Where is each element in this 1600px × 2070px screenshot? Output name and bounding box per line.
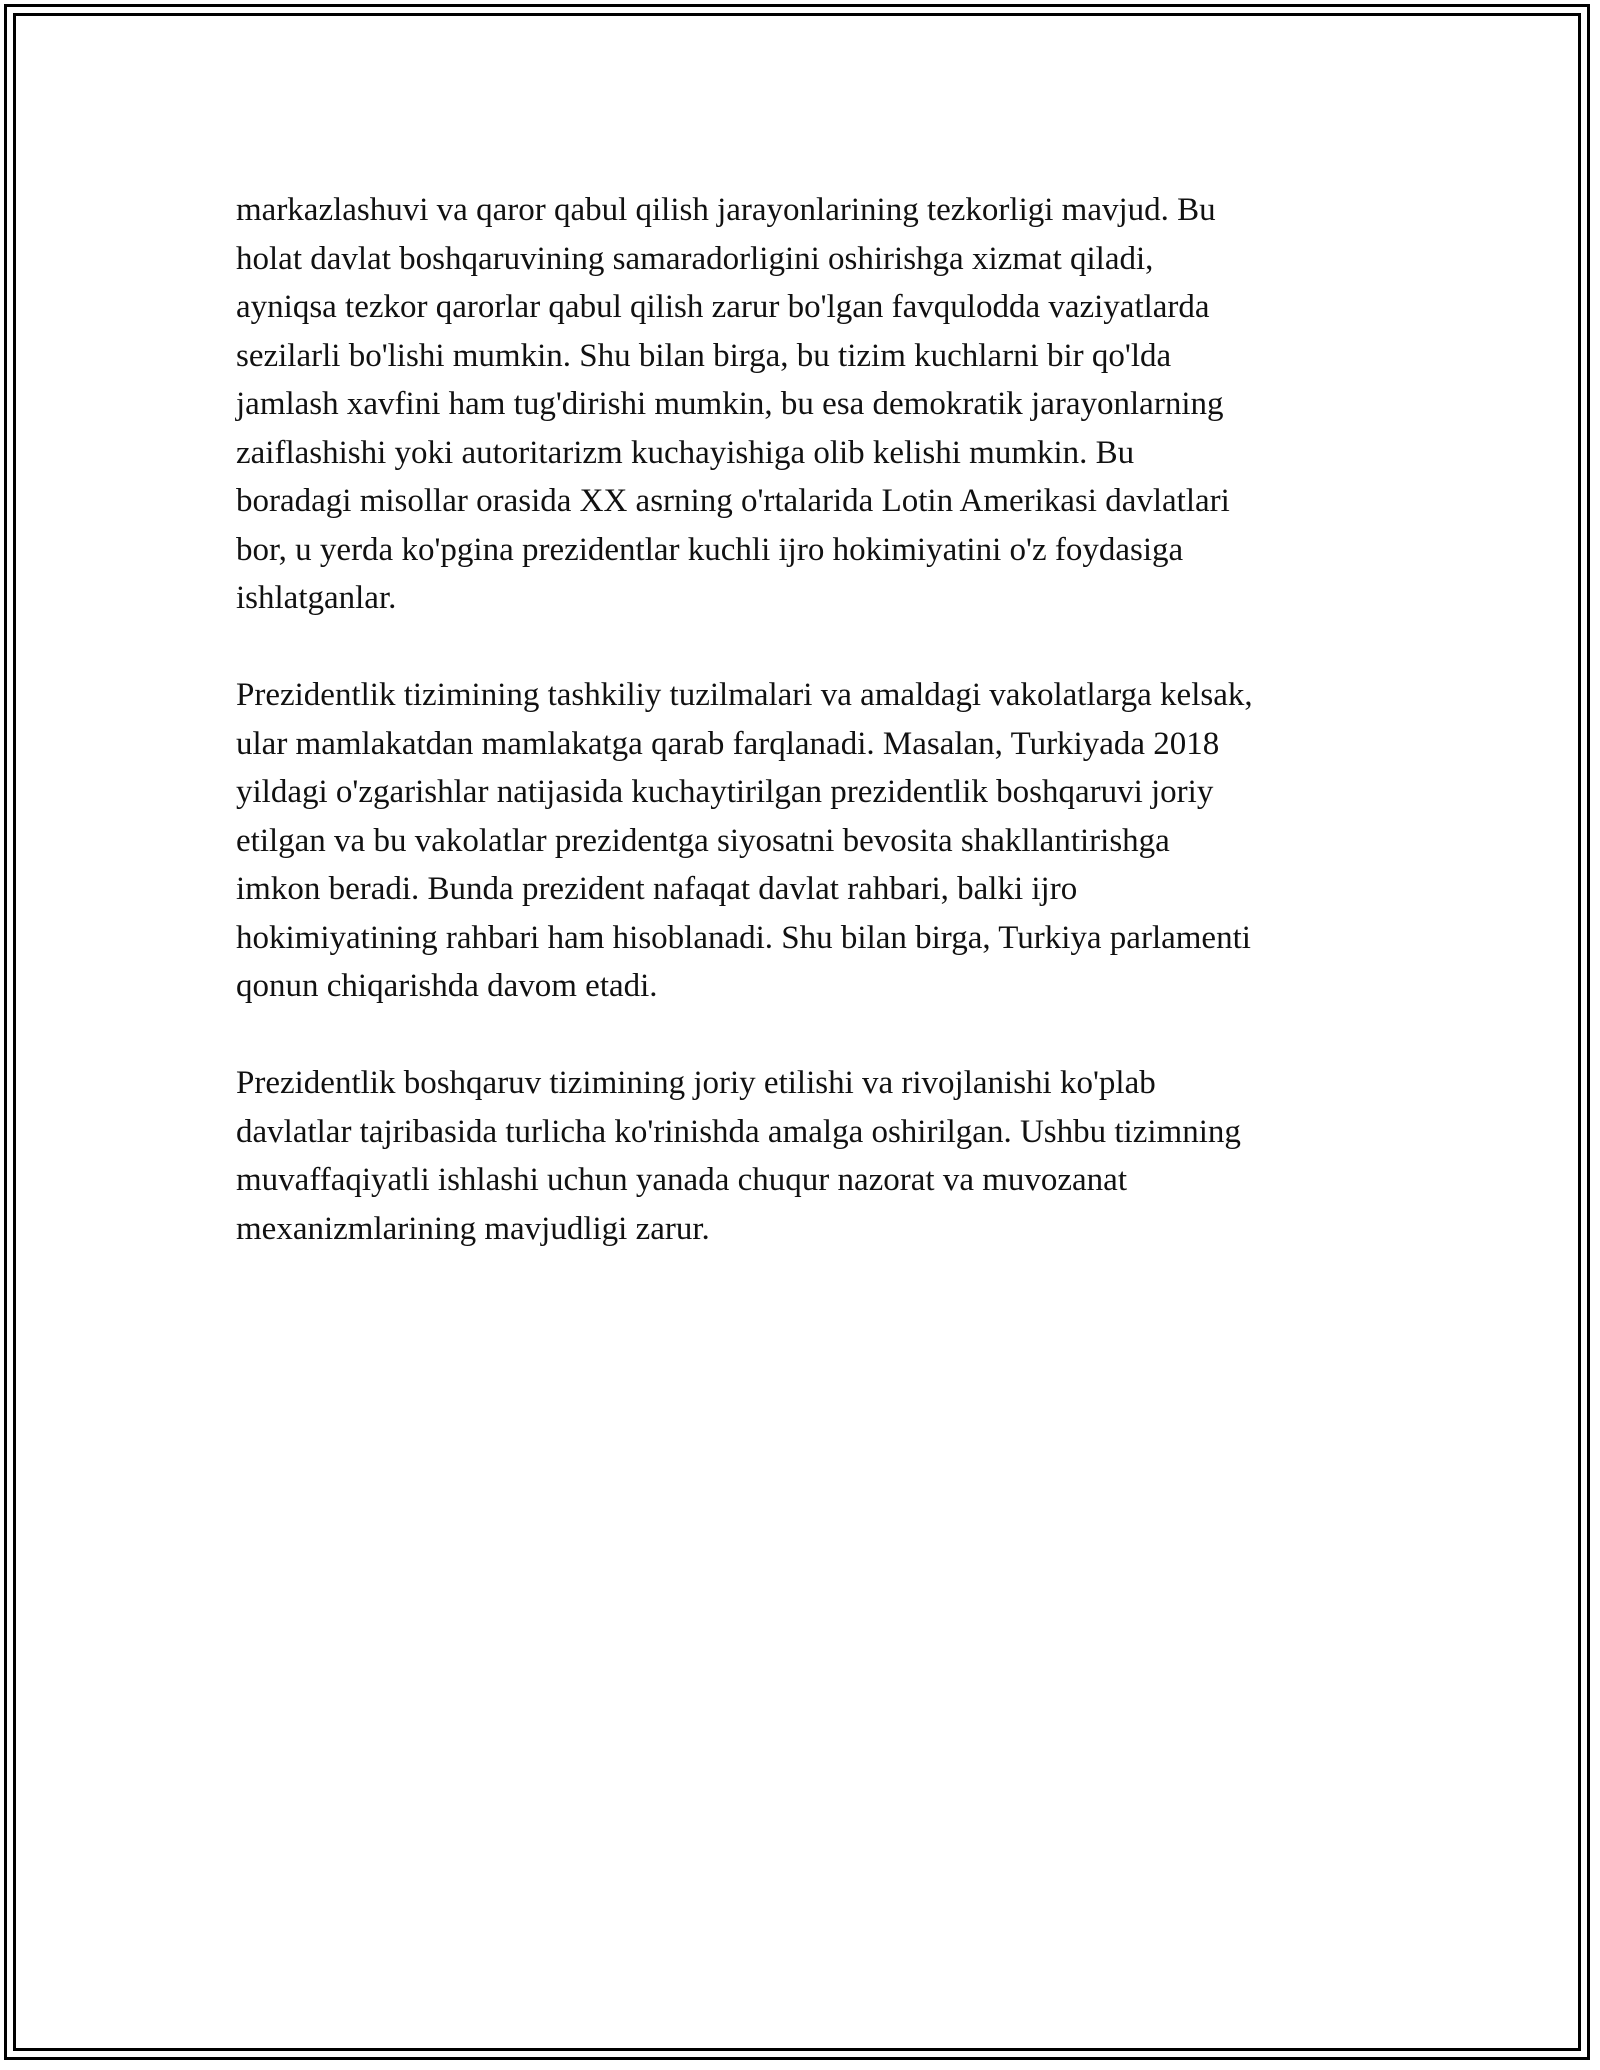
paragraph-3	[236, 1059, 1396, 1253]
text-line: mexanizmlarining mavjudligi zarur.	[236, 1210, 710, 1247]
text-line: muvaffaqiyatli ishlashi uchun yanada chuqur nazorat va muvozanat	[236, 1162, 1127, 1198]
text-line: Prezidentlik boshqaruv tizimining joriy etilishi va rivojlanishi ko'plab	[236, 1065, 1156, 1101]
text-line: yildagi o'zgarishlar natijasida kuchaytirilgan prezidentlik boshqaruvi joriy	[236, 774, 1214, 810]
text-line: davlatlar tajribasida turlicha ko'rinishda amalga oshirilgan. Ushbu tizimning	[236, 1113, 1241, 1150]
text-line: sezilarli bo'lishi mumkin. Shu bilan birga, bu tizim kuchlarni bir qo'lda	[236, 337, 1172, 374]
text-line: ayniqsa tezkor qarorlar qabul qilish zarur bo'lgan favqulodda vaziyatlarda	[236, 289, 1210, 325]
text-line: ular mamlakatdan mamlakatga qarab farqlanadi. Masalan, Turkiyada 2018	[236, 725, 1220, 762]
text-line: holat davlat boshqaruvining samaradorligini oshirishga xizmat qiladi,	[236, 240, 1154, 277]
paragraph-1	[236, 186, 1396, 623]
document-body	[236, 186, 1396, 1253]
text-line: Prezidentlik tizimining tashkiliy tuzilmalari va amaldagi vakolatlarga kelsak,	[236, 677, 1253, 713]
text-line: boradagi misollar orasida XX asrning o'rtalarida Lotin Amerikasi davlatlari	[236, 483, 1230, 519]
text-line: markazlashuvi va qaror qabul qilish jarayonlarining tezkorligi mavjud. Bu	[236, 192, 1216, 228]
text-line: qonun chiqarishda davom etadi.	[236, 968, 658, 1004]
text-line: jamlash xavfini ham tug'dirishi mumkin, bu esa demokratik jarayonlarning	[236, 386, 1224, 422]
text-line: bor, u yerda ko'pgina prezidentlar kuchli ijro hokimiyatini o'z foydasiga	[236, 531, 1184, 568]
text-line: imkon beradi. Bunda prezident nafaqat davlat rahbari, balki ijro	[236, 871, 1078, 907]
paragraph-2	[236, 671, 1396, 1011]
text-line: hokimiyatining rahbari ham hisoblanadi. Shu bilan birga, Turkiya parlamenti	[236, 919, 1251, 956]
text-line: zaiflashishi yoki autoritarizm kuchayishiga olib kelishi mumkin. Bu	[236, 434, 1135, 471]
text-line: etilgan va bu vakolatlar prezidentga siyosatni bevosita shakllantirishga	[236, 822, 1170, 859]
text-line: ishlatganlar.	[236, 580, 397, 616]
